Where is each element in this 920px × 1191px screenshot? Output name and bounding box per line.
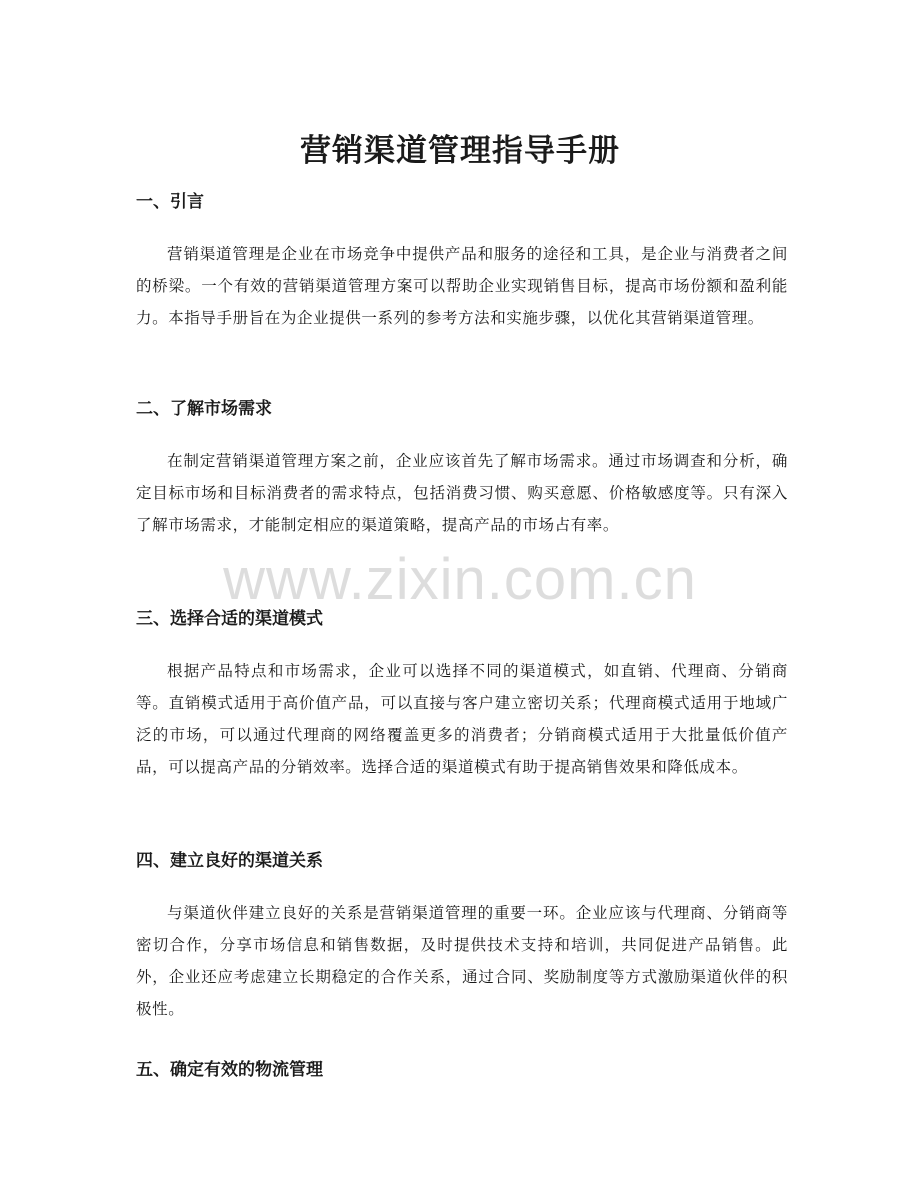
section-logistics [136,1058,788,1082]
page-title: 营销渠道管理指导手册 [300,132,620,169]
section-heading: 五、确定有效的物流管理 [136,1060,323,1080]
section-paragraph: 根据产品特点和市场需求，企业可以选择不同的渠道模式，如直销、代理商、分销商等。直销模式适用于高价值产品，可以直接与客户建立密切关系；代理商模式适用于地域广泛的市场，可以通过代理商的网络覆盖更多的消费者；分销商模式适用于大批量低价值产品，可以提高产品的分销效率。选择合适的渠道模式有助于提高销售效果和降低成本。 [136,662,788,776]
section-market-demand [136,397,788,541]
section-introduction [136,190,788,334]
section-heading: 一、引言 [136,192,204,212]
watermark: www.zixin.com.cn [223,547,697,612]
section-heading: 三、选择合适的渠道模式 [136,609,323,629]
section-paragraph: 在制定营销渠道管理方案之前，企业应该首先了解市场需求。通过市场调查和分析，确定目标市场和目标消费者的需求特点，包括消费习惯、购买意愿、价格敏感度等。只有深入了解市场需求，才能制定相应的渠道策略，提高产品的市场占有率。 [136,452,788,534]
section-paragraph: 营销渠道管理是企业在市场竞争中提供产品和服务的途径和工具，是企业与消费者之间的桥梁。一个有效的营销渠道管理方案可以帮助企业实现销售目标，提高市场份额和盈利能力。本指导手册旨在为企业提供一系列的参考方法和实施步骤，以优化其营销渠道管理。 [136,245,788,327]
section-heading: 四、建立良好的渠道关系 [136,851,323,871]
section-paragraph: 与渠道伙伴建立良好的关系是营销渠道管理的重要一环。企业应该与代理商、分销商等密切合作，分享市场信息和销售数据，及时提供技术支持和培训，共同促进产品销售。此外，企业还应考虑建立长期稳定的合作关系，通过合同、奖励制度等方式激励渠道伙伴的积极性。 [136,904,788,1018]
section-heading: 二、了解市场需求 [136,399,272,419]
section-channel-mode [136,607,788,783]
section-channel-relationship [136,849,788,1025]
